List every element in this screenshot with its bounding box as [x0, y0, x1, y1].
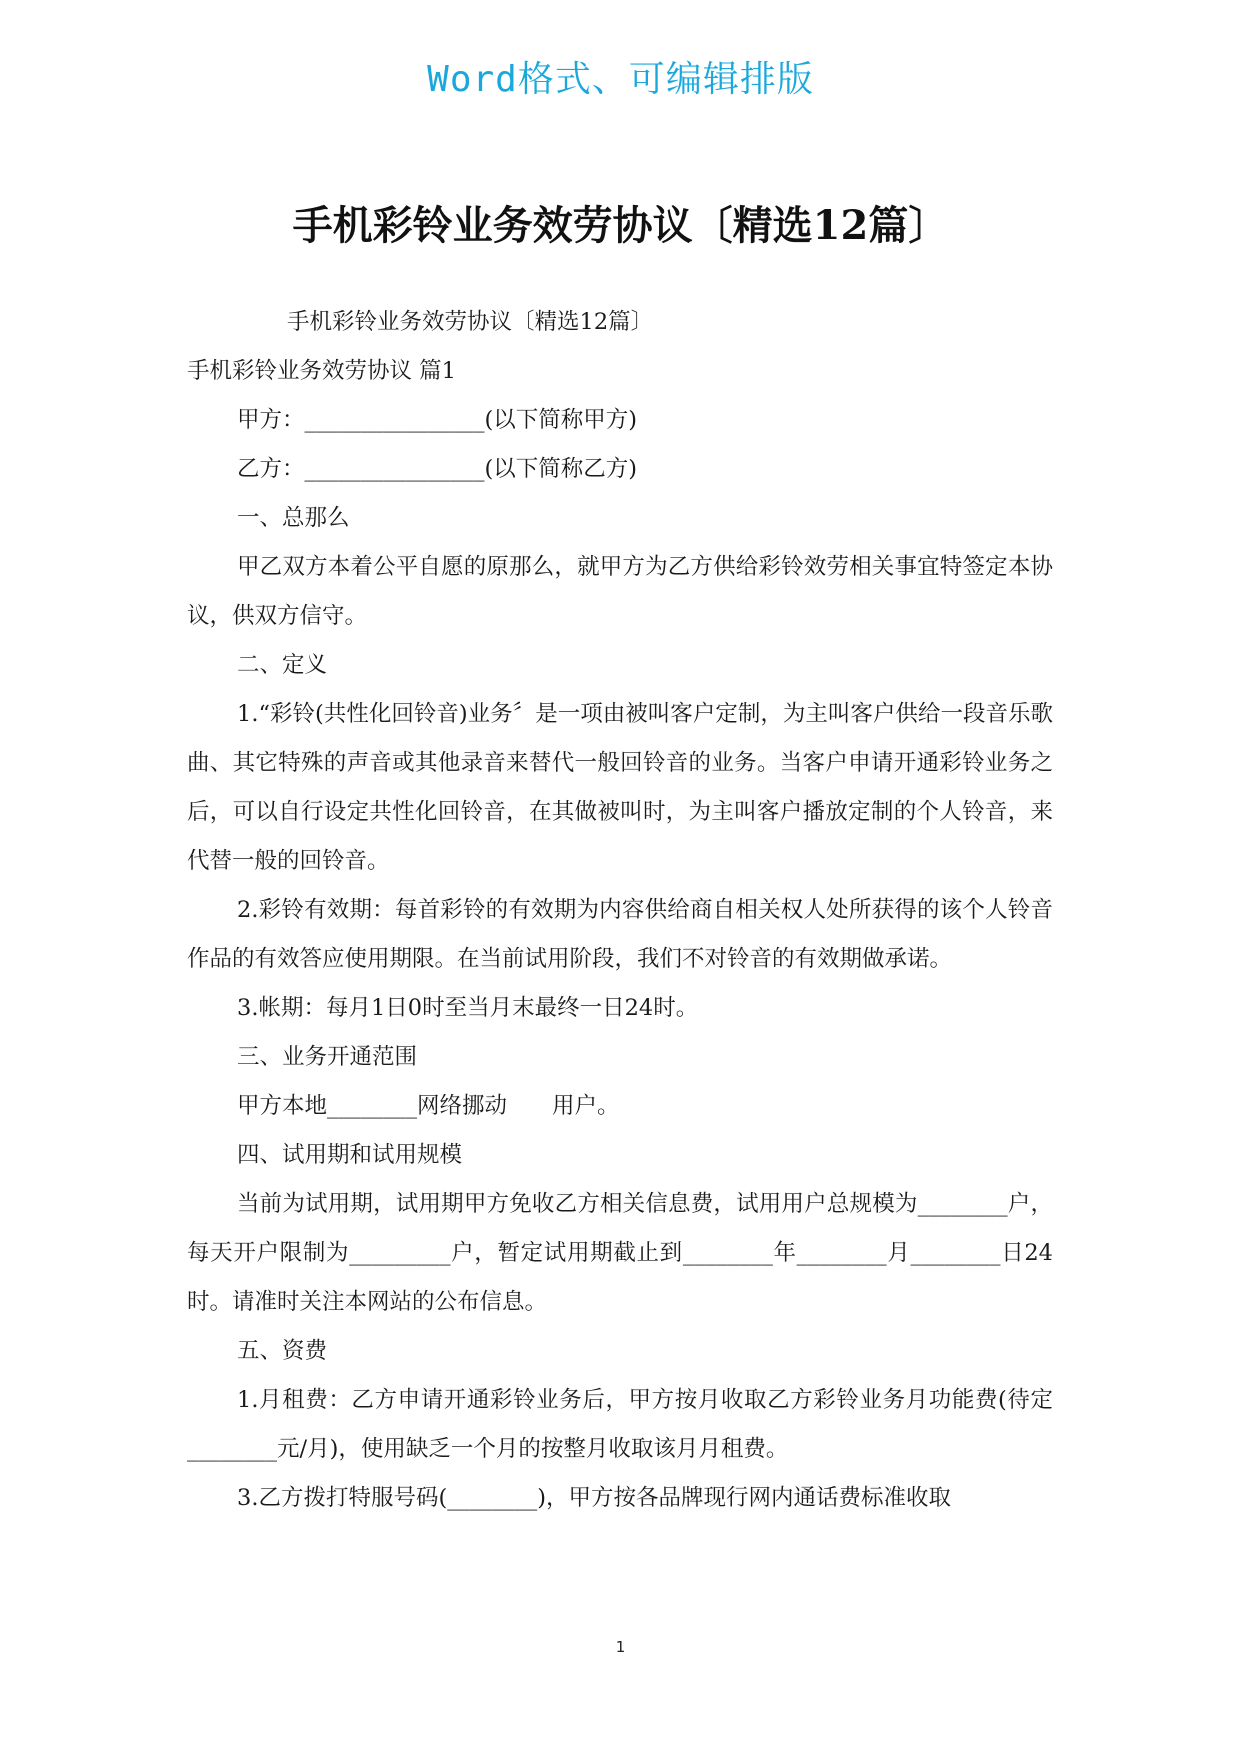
heading-general: 一、总那么: [237, 505, 350, 531]
party-a-line: 甲方：________________(以下简称甲方): [237, 407, 638, 433]
section-heading: 手机彩铃业务效劳协议 篇1: [187, 358, 456, 384]
paragraph-fee-1: 1.月租费：乙方申请开通彩铃业务后，甲方按月收取乙方彩铃业务月功能费(待定________元/月)，使用缺乏一个月的按整月收取该月月租费。: [187, 1387, 1053, 1462]
header-banner: Word格式、可编辑排版: [427, 59, 814, 100]
paragraph-scope: 甲方本地________网络挪动 用户。: [237, 1093, 620, 1119]
party-b-line: 乙方：________________(以下简称乙方): [237, 456, 638, 482]
paragraph-general: 甲乙双方本着公平自愿的原那么，就甲方为乙方供给彩铃效劳相关事宜特签定本协议，供双方信守。: [187, 554, 1053, 629]
heading-fees: 五、资费: [237, 1338, 328, 1364]
page-number: 1: [615, 1638, 626, 1656]
paragraph-definition-2: 2.彩铃有效期：每首彩铃的有效期为内容供给商自相关权人处所获得的该个人铃音作品的有效答应使用期限。在当前试用阶段，我们不对铃音的有效期做承诺。: [187, 897, 1053, 972]
document-subtitle: 手机彩铃业务效劳协议〔精选12篇〕: [287, 309, 654, 335]
paragraph-fee-3: 3.乙方拨打特服号码(________)，甲方按各品牌现行网内通话费标准收取: [237, 1485, 952, 1511]
heading-definitions: 二、定义: [237, 652, 328, 678]
paragraph-trial: 当前为试用期，试用期甲方免收乙方相关信息费，试用用户总规模为________户，每天开户限制为_________户，暂定试用期截止到________年________月________日24时。请准时关注本网站的公布信息。: [187, 1191, 1053, 1315]
heading-trial: 四、试用期和试用规模: [237, 1142, 463, 1168]
document-body: [187, 298, 1053, 1523]
heading-scope: 三、业务开通范围: [237, 1044, 418, 1070]
document-title: 手机彩铃业务效劳协议〔精选12篇〕: [292, 202, 949, 249]
paragraph-definition-3: 3.帐期：每月1日0时至当月末最终一日24时。: [237, 995, 699, 1021]
paragraph-definition-1: 1.“彩铃(共性化回铃音)业务〞是一项由被叫客户定制，为主叫客户供给一段音乐歌曲、其它特殊的声音或其他录音来替代一般回铃音的业务。当客户申请开通彩铃业务之后，可以自行设定共性化回铃音，在其做被叫时，为主叫客户播放定制的个人铃音，来代替一般的回铃音。: [187, 701, 1053, 874]
